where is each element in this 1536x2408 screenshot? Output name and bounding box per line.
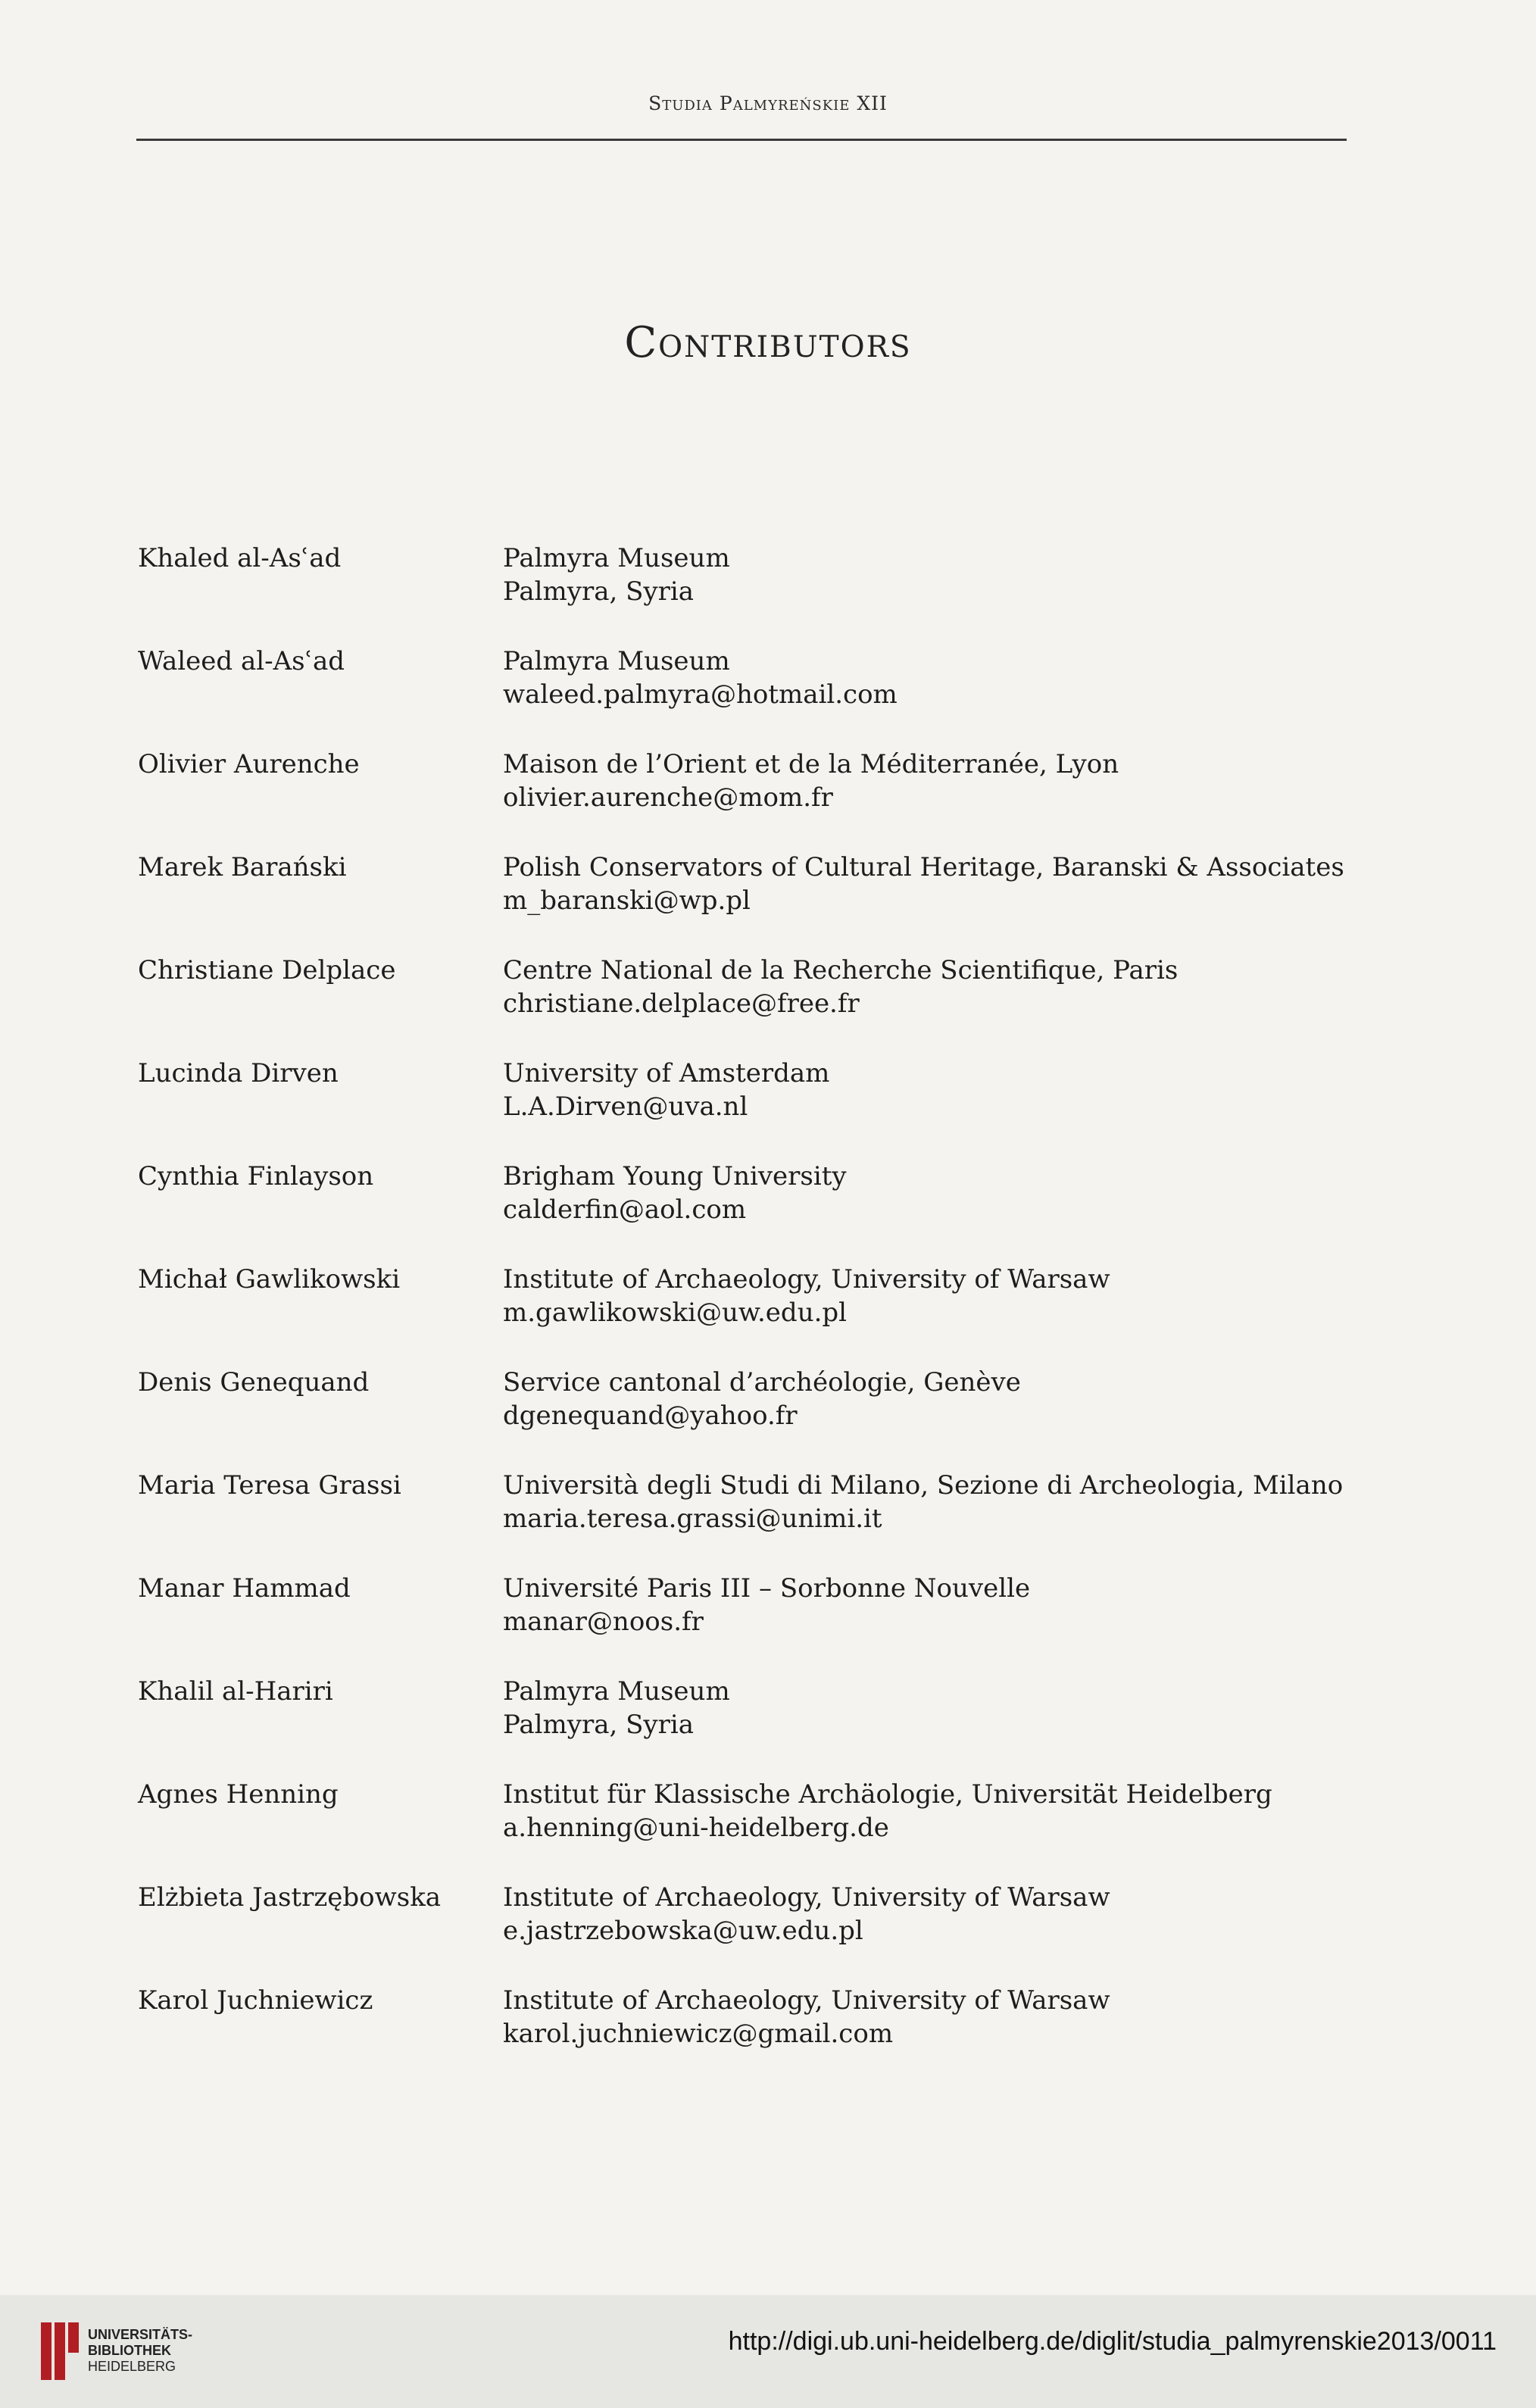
affiliation-line: Palmyra, Syria (503, 1710, 694, 1740)
contributor-name: Khaled al-Asʿad (138, 543, 342, 573)
contributor-affiliation (503, 851, 1366, 917)
contributor-affiliation (503, 1572, 1366, 1638)
email-text: e.jastrzebowska@uw.edu.pl (503, 1916, 863, 1946)
contributor-name: Waleed al-Asʿad (138, 646, 345, 676)
affiliation-line: Centre National de la Recherche Scientifique, Paris (503, 955, 1179, 985)
affiliation-line: Institute of Archaeology, University of Warsaw (503, 1264, 1110, 1295)
library-logo-icon (38, 2318, 83, 2385)
source-url-link[interactable]: http://digi.ub.uni-heidelberg.de/diglit/studia_palmyrenskie2013/0011 (728, 2327, 1497, 2356)
contributor-name: Denis Genequand (138, 1367, 370, 1398)
library-logo[interactable] (38, 2318, 193, 2386)
contributor-entry (138, 954, 1365, 1057)
logo-line: UNIVERSITÄTS- (88, 2327, 193, 2342)
email-text: L.A.Dirven@uva.nl (503, 1092, 748, 1122)
logo-line: BIBLIOTHEK (88, 2343, 171, 2358)
email-text: christiane.delplace@free.fr (503, 988, 860, 1019)
running-head: Studia Palmyreńskie XII (648, 92, 888, 114)
page-title: Contributors (624, 318, 912, 367)
contributor-name: Manar Hammad (138, 1573, 351, 1604)
email-text: olivier.aurenche@mom.fr (503, 782, 833, 813)
contributors-list (138, 542, 1365, 2087)
contributor-entry (138, 1263, 1365, 1366)
contributor-entry (138, 1366, 1365, 1469)
contributor-name: Karol Juchniewicz (138, 1985, 373, 2016)
contributor-affiliation (503, 1057, 1366, 1123)
contributor-affiliation (503, 542, 1366, 608)
contributor-entry (138, 851, 1365, 954)
affiliation-line: Palmyra, Syria (503, 576, 694, 607)
contributor-entry (138, 748, 1365, 851)
footer-bar (0, 2295, 1536, 2408)
affiliation-line: Palmyra Museum (503, 1676, 730, 1707)
affiliation-line: Palmyra Museum (503, 543, 730, 573)
contributor-affiliation (503, 954, 1366, 1020)
contributor-affiliation (503, 1778, 1366, 1844)
contributor-affiliation (503, 1469, 1366, 1535)
header-rule (136, 139, 1347, 141)
contributor-affiliation (503, 1881, 1366, 1947)
email-text: karol.juchniewicz@gmail.com (503, 2019, 894, 2049)
contributor-name: Olivier Aurenche (138, 749, 360, 779)
affiliation-line: Institut für Klassische Archäologie, Universität Heidelberg (503, 1779, 1272, 1810)
email-text: dgenequand@yahoo.fr (503, 1401, 798, 1431)
affiliation-line: Université Paris III – Sorbonne Nouvelle (503, 1573, 1031, 1604)
contributor-affiliation (503, 1263, 1366, 1329)
contributor-name: Khalil al-Hariri (138, 1676, 333, 1707)
contributor-entry (138, 1160, 1365, 1263)
affiliation-line: Institute of Archaeology, University of Warsaw (503, 1882, 1110, 1913)
contributor-name: Elżbieta Jastrzębowska (138, 1882, 442, 1913)
contributor-name: Michał Gawlikowski (138, 1264, 401, 1295)
contributor-name: Marek Barański (138, 852, 347, 882)
contributor-name: Maria Teresa Grassi (138, 1470, 401, 1501)
contributor-entry (138, 542, 1365, 645)
affiliation-line: Palmyra Museum (503, 646, 730, 676)
contributor-entry (138, 1675, 1365, 1778)
affiliation-line: University of Amsterdam (503, 1058, 830, 1088)
email-text: m_baranski@wp.pl (503, 885, 751, 916)
affiliation-line: Institute of Archaeology, University of Warsaw (503, 1985, 1110, 2016)
contributor-name: Lucinda Dirven (138, 1058, 339, 1088)
email-text: maria.teresa.grassi@unimi.it (503, 1504, 882, 1534)
contributor-affiliation (503, 1160, 1366, 1226)
email-text: waleed.palmyra@hotmail.com (503, 679, 898, 710)
email-text: a.henning@uni-heidelberg.de (503, 1813, 889, 1843)
contributor-entry (138, 1984, 1365, 2087)
contributor-affiliation (503, 645, 1366, 711)
affiliation-line: Service cantonal d’archéologie, Genève (503, 1367, 1021, 1398)
contributor-affiliation (503, 1366, 1366, 1432)
contributor-entry (138, 1778, 1365, 1881)
email-text: manar@noos.fr (503, 1607, 704, 1637)
contributor-entry (138, 1881, 1365, 1984)
contributor-entry (138, 1572, 1365, 1675)
contributor-entry (138, 1057, 1365, 1160)
contributor-affiliation (503, 1675, 1366, 1741)
contributor-entry (138, 645, 1365, 748)
affiliation-line: Università degli Studi di Milano, Sezione di Archeologia, Milano (503, 1470, 1344, 1501)
email-text: m.gawlikowski@uw.edu.pl (503, 1298, 848, 1328)
contributor-name: Agnes Henning (138, 1779, 339, 1810)
library-logo-text (88, 2327, 192, 2375)
contributor-name: Cynthia Finlayson (138, 1161, 374, 1192)
affiliation-line: Maison de l’Orient et de la Méditerranée, Lyon (503, 749, 1119, 779)
affiliation-line: Polish Conservators of Cultural Heritage, Baranski & Associates (503, 852, 1344, 882)
email-text: calderfin@aol.com (503, 1195, 747, 1225)
affiliation-line: Brigham Young University (503, 1161, 847, 1192)
logo-line: HEIDELBERG (88, 2359, 176, 2374)
contributor-affiliation (503, 748, 1366, 814)
contributor-name: Christiane Delplace (138, 955, 396, 985)
contributor-entry (138, 1469, 1365, 1572)
contributor-affiliation (503, 1984, 1366, 2050)
